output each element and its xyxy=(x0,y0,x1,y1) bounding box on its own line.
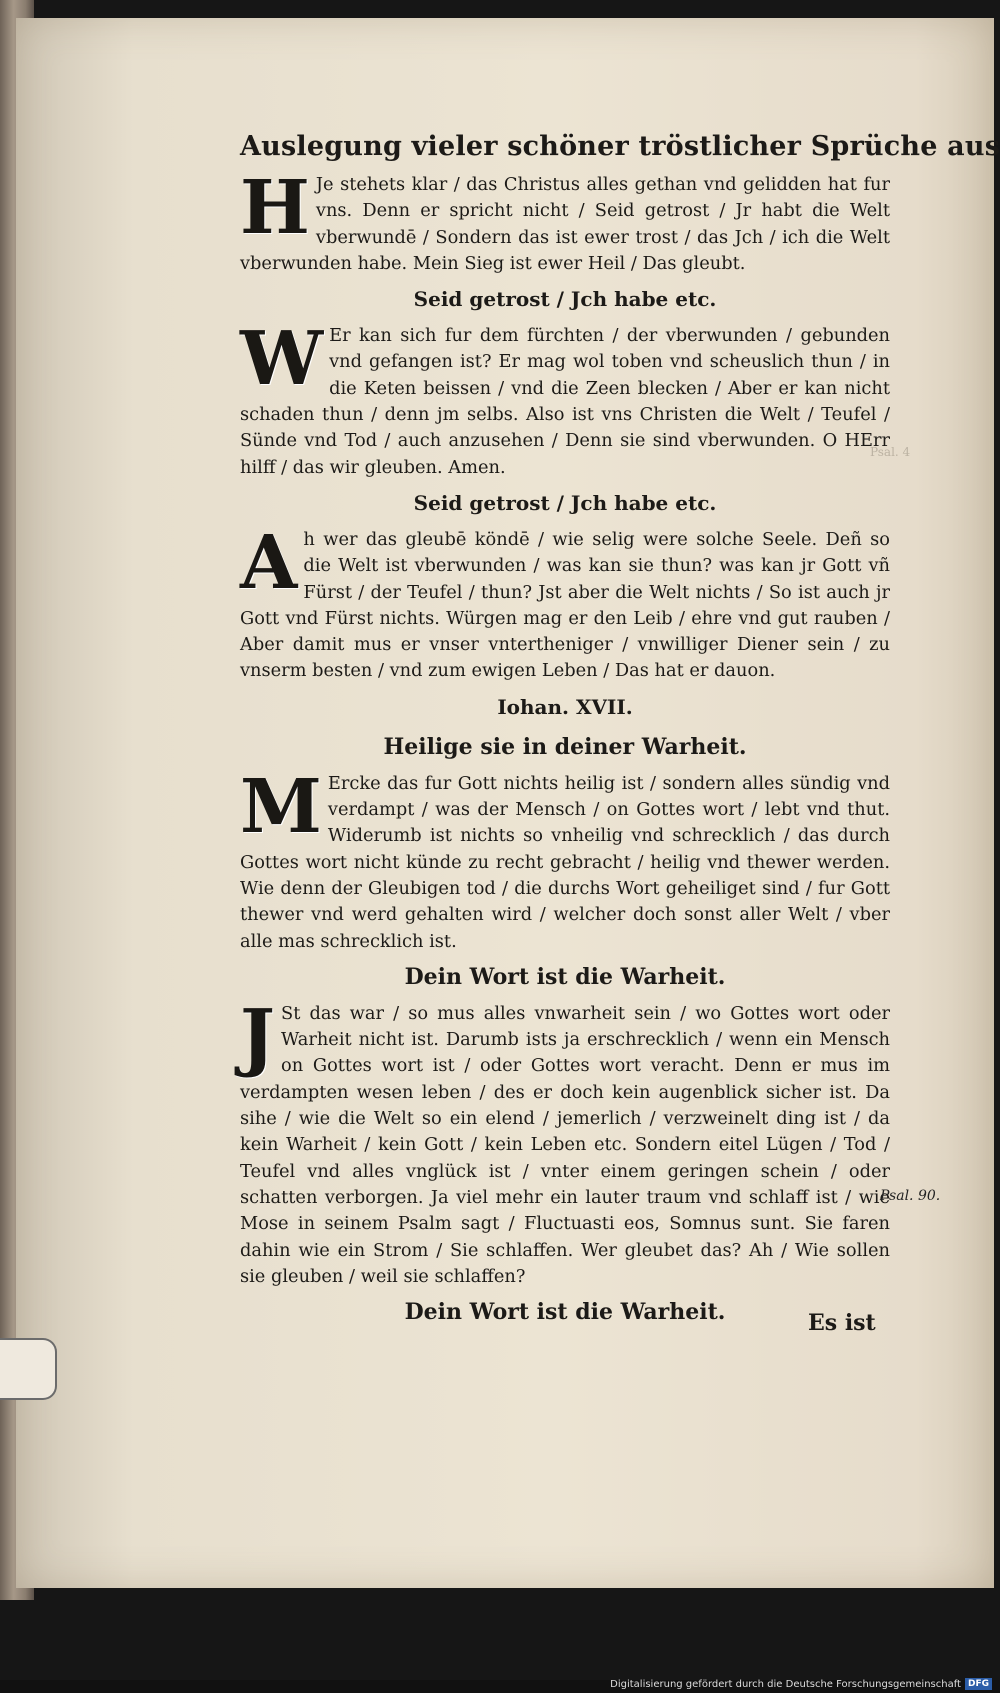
closing-heading: Dein Wort ist die Warheit. xyxy=(404,1299,726,1326)
paragraph-2 xyxy=(240,316,890,481)
dfg-logo: DFG xyxy=(965,1678,992,1690)
paragraph-4 xyxy=(240,763,890,955)
page-tab-marker xyxy=(0,1338,57,1400)
paragraph-text: Er kan sich fur dem fürchten / der vberwunden / gebunden vnd gefangen ist? Er mag wol toben vnd scheuslich thun / in die Keten beissen / vnd die Zeen blecken / Aber er kan nicht schaden thun / denn jm selbs. Also ist vns Christen die Welt / Teufel / Sünde vnd Tod / auch anzusehen / Denn sie sind vberwunden. O HErr hilff / das wir gleuben. Amen. xyxy=(240,325,890,478)
subheading: Seid getrost / Jch habe etc. xyxy=(413,287,717,312)
running-head: Auslegung vieler schöner tröstlicher Sprüche aus xyxy=(240,131,1000,162)
subheading: Heilige sie in deiner Warheit. xyxy=(383,733,747,760)
credit-text: Digitalisierung gefördert durch die Deutsche Forschungsgemeinschaft xyxy=(610,1678,961,1690)
digitization-credit xyxy=(610,1676,992,1692)
drop-cap-initial: H xyxy=(240,165,310,251)
subheading: Seid getrost / Jch habe etc. xyxy=(413,490,717,515)
bleed-through-text: Psal. 4 xyxy=(870,445,911,459)
drop-cap-initial: J xyxy=(240,993,276,1080)
drop-cap-initial: A xyxy=(240,519,298,606)
paragraph-3 xyxy=(240,519,890,685)
paragraph-text: Je stehets klar / das Christus alles gethan vnd gelidden hat fur vns. Denn er spricht nicht / Seid getrost / Jr habt die Welt vberwundē / Sondern das ist ewer trost / das Jch / ich die Welt vberwunden habe. Mein Sieg ist ewer Heil / Das gleubt. xyxy=(240,174,890,274)
catchword: Es ist xyxy=(808,1310,876,1336)
paragraph-text: h wer das gleubē köndē / wie selig were solche Seele. Deñ so die Welt ist vberwunden / was kan sie thun? was kan jr Gott vñ Fürst / der Teufel / thun? Jst aber die Welt nichts / So ist auch jr Gott vnd Fürst nichts. Würgen mag er den Leib / ehre vnd gut rauben / Aber damit mus er vnser vntertheniger / vnwilliger Diener sein / zu vnserm besten / vnd zum ewigen Leben / Das hat er dauon. xyxy=(240,528,890,682)
paragraph-5 xyxy=(240,993,890,1290)
drop-cap-initial: W xyxy=(240,316,324,403)
drop-cap-initial: M xyxy=(240,763,322,850)
paragraph-text: St das war / so mus alles vnwarheit sein / wo Gottes wort oder Warheit nicht ist. Darumb ists ja erschrecklich / wenn ein Mensch on Gottes wort ist / oder Gottes wort veracht. Denn er mus im verdampten wesen leben / des er doch kein augenblick sicher ist. Da sihe / wie die Welt so ein elend / jemerlich / verzweinelt ding ist / da kein Warheit / kein Gott / kein Leben etc. Sondern eitel Lügen / Tod / Teufel vnd alles vnglück ist / vnter einem geringen schein / oder schatten verborgen. Ja viel mehr ein lauter traum vnd schlaff ist / wie Mose in seinem Psalm sagt / Fluctuasti eos, Somnus sunt. Sie faren dahin wie ein Strom / Sie schlaffen. Wer gleubet das? Ah / Wie sollen sie gleuben / weil sie schlaffen? xyxy=(240,1002,890,1287)
subheading: Dein Wort ist die Warheit. xyxy=(404,963,726,990)
margin-note: Psal. 90. xyxy=(880,1188,941,1204)
paragraph-1 xyxy=(240,165,890,277)
scripture-reference: Iohan. XVII. xyxy=(497,694,633,719)
paragraph-text: Ercke das fur Gott nichts heilig ist / sondern alles sündig vnd verdampt / was der Mensch / on Gottes wort / lebt vnd thut. Widerumb ist nichts so vnheilig vnd schrecklich / das durch Gottes wort nicht künde zu recht gebracht / heilig vnd thewer werden. Wie denn der Gleubigen tod / die durchs Wort geheiliget sind / fur Gott thewer vnd werd gehalten wird / welcher doch sonst aller Welt / vber alle mas schrecklich ist. xyxy=(240,772,890,952)
